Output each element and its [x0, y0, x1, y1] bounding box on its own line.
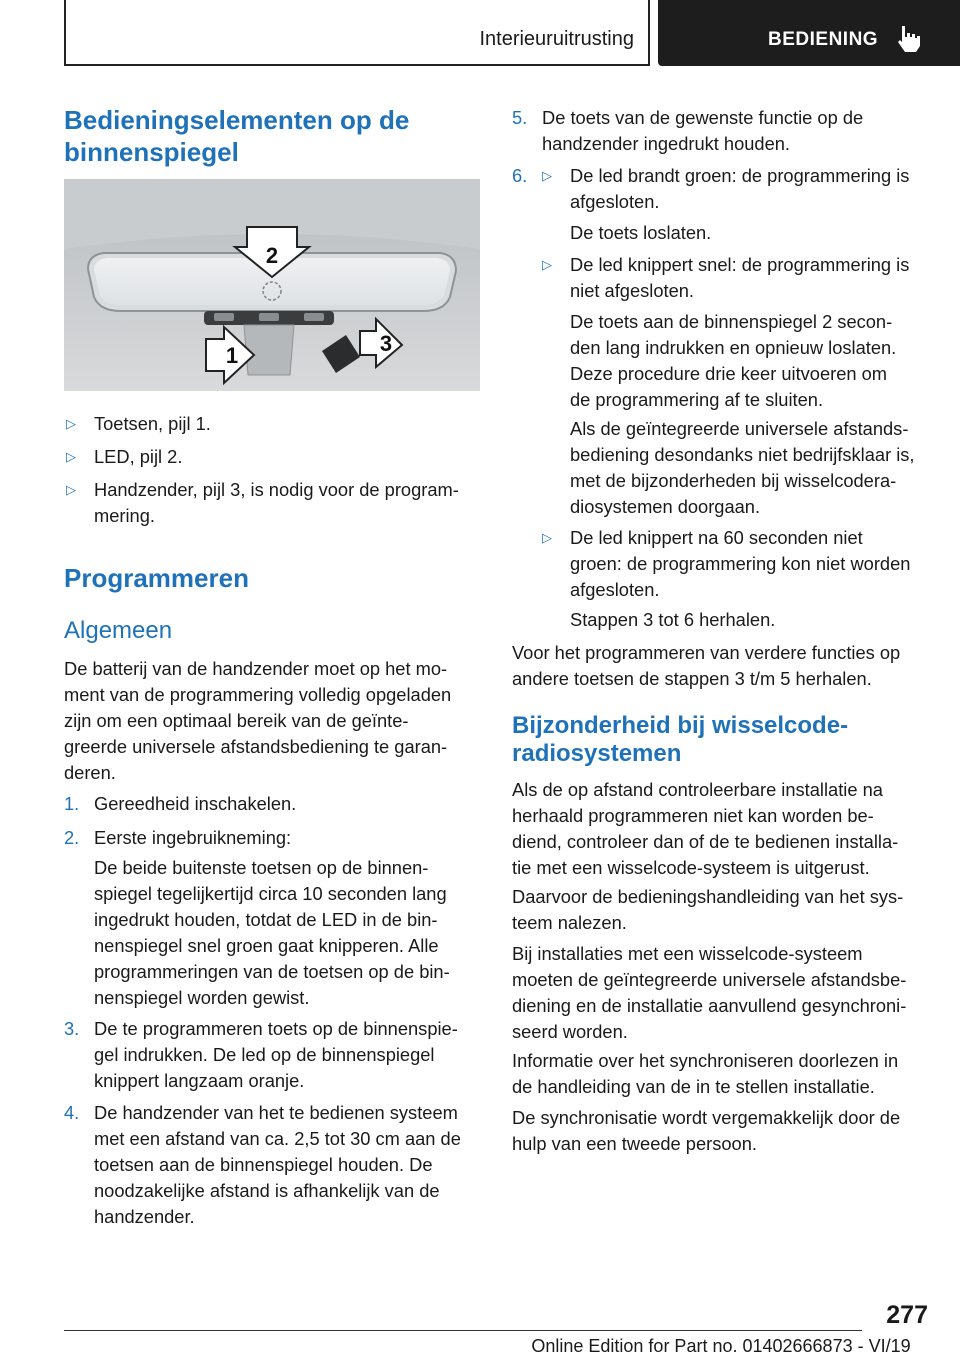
- mirror-figure: [64, 179, 480, 391]
- paragraph-line: herhaald programmeren niet kan worden be-: [512, 805, 874, 826]
- paragraph-line: tie met een wisselcode-systeem is uitgerust.: [512, 857, 870, 878]
- step-text: gel indrukken. De led op de binnenspiegel: [94, 1044, 435, 1065]
- sub-bullet-text: groen: de programmering kon niet worden: [570, 553, 911, 574]
- paragraph-line: De batterij van de handzender moet op het mo-: [64, 658, 448, 679]
- bullet-marker: ▷: [66, 482, 76, 497]
- title-line-2: binnenspiegel: [64, 137, 239, 167]
- sub-bullet-text: Stappen 3 tot 6 herhalen.: [570, 609, 776, 630]
- sub-bullet-text: den lang indrukken en opnieuw loslaten.: [570, 337, 897, 358]
- step-text: knippert langzaam oranje.: [94, 1070, 305, 1091]
- paragraph-line: Bij installaties met een wisselcode-systeem: [512, 943, 863, 964]
- mirror-illustration: [64, 179, 480, 391]
- sub-bullet-text: afgesloten.: [570, 579, 660, 600]
- paragraph-line: deren.: [64, 762, 116, 783]
- sub-bullet-text: niet afgesloten.: [570, 280, 694, 301]
- bullet-marker: ▷: [542, 530, 552, 545]
- step-number: 2.: [64, 827, 80, 848]
- step-number: 1.: [64, 793, 80, 814]
- paragraph-line: ment van de programmering volledig opgeladen: [64, 684, 452, 705]
- title-line-1: Bedieningselementen op de: [64, 105, 410, 135]
- paragraph-line: zijn om een optimaal bereik van de geïnte-: [64, 710, 409, 731]
- step-text: programmeringen van de toetsen op de bin-: [94, 961, 450, 982]
- paragraph-line: Informatie over het synchroniseren doorlezen in: [512, 1050, 899, 1071]
- figure-label-1: 1: [225, 343, 239, 368]
- bullet-marker: ▷: [542, 168, 552, 183]
- paragraph-line: greerde universele afstandsbediening te garan-: [64, 736, 448, 757]
- paragraph-line: Daarvoor de bedieningshandleiding van het sys-: [512, 886, 904, 907]
- footer-edition: Online Edition for Part no. 01402666873 - VI/19: [531, 1336, 911, 1356]
- bullet-marker: ▷: [542, 257, 552, 272]
- step-number: 6.: [512, 165, 528, 186]
- step-number: 3.: [64, 1018, 80, 1039]
- paragraph-line: seerd worden.: [512, 1021, 628, 1042]
- paragraph-line: De synchronisatie wordt vergemakkelijk door de: [512, 1107, 901, 1128]
- step-text: handzender ingedrukt houden.: [542, 133, 791, 154]
- heading-algemeen: Algemeen: [64, 617, 173, 644]
- bullet-marker: ▷: [66, 449, 76, 464]
- sub-bullet-text: diosystemen doorgaan.: [570, 496, 761, 517]
- bullet-marker: ▷: [66, 416, 76, 431]
- sub-bullet-text: De led knippert snel: de programmering is: [570, 254, 910, 275]
- sub-bullet-text: Als de geïntegreerde universele afstands-: [570, 418, 909, 439]
- paragraph-line: andere toetsen de stappen 3 t/m 5 herhalen.: [512, 668, 872, 689]
- paragraph-line: de handleiding van de in te stellen installatie.: [512, 1076, 875, 1097]
- step-text: toetsen aan de binnenspiegel houden. De: [94, 1154, 433, 1175]
- paragraph-line: diend, controleer dan of de te bedienen installa-: [512, 831, 899, 852]
- step-text: noodzakelijke afstand is afhankelijk van de: [94, 1180, 440, 1201]
- figure-label-3: 3: [379, 331, 393, 356]
- bullet-item-cont: mering.: [94, 505, 155, 526]
- sub-bullet-text: Deze procedure drie keer uitvoeren om: [570, 363, 888, 384]
- sub-bullet-text: met de bijzonderheden bij wisselcodera-: [570, 470, 897, 491]
- step-text: met een afstand van ca. 2,5 tot 30 cm aan de: [94, 1128, 461, 1149]
- paragraph-line: Voor het programmeren van verdere functies op: [512, 642, 901, 663]
- sub-bullet-text: de programmering af te sluiten.: [570, 389, 824, 410]
- header-tab: [658, 0, 960, 66]
- sub-bullet-text: De led brandt groen: de programmering is: [570, 165, 910, 186]
- step-text: Eerste ingebruikneming:: [94, 827, 292, 848]
- heading-line-2: radiosystemen: [512, 740, 682, 767]
- page-number: 277: [886, 1301, 928, 1329]
- step-text: De beide buitenste toetsen op de binnen-: [94, 857, 429, 878]
- step-text: De te programmeren toets op de binnenspie-: [94, 1018, 458, 1039]
- paragraph-line: Als de op afstand controleerbare installatie na: [512, 779, 883, 800]
- bullet-item: LED, pijl 2.: [94, 446, 183, 467]
- step-text: Gereedheid inschakelen.: [94, 793, 297, 814]
- sub-bullet-text: De led knippert na 60 seconden niet: [570, 527, 863, 548]
- step-text: De handzender van het te bedienen systeem: [94, 1102, 458, 1123]
- step-text: De toets van de gewenste functie op de: [542, 107, 864, 128]
- heading-line-1: Bijzonderheid bij wisselcode-: [512, 712, 849, 739]
- hand-pointer-icon: [892, 22, 926, 56]
- header-section-title: Interieuruitrusting: [479, 28, 634, 50]
- step-text: spiegel tegelijkertijd circa 10 seconden lang: [94, 883, 447, 904]
- sub-bullet-text: De toets loslaten.: [570, 222, 712, 243]
- bullet-item: Handzender, pijl 3, is nodig voor de program-: [94, 479, 459, 500]
- step-text: handzender.: [94, 1206, 195, 1227]
- step-text: ingedrukt houden, totdat de LED in de bin-: [94, 909, 438, 930]
- figure-label-2: 2: [265, 243, 279, 268]
- paragraph-line: hulp van een tweede persoon.: [512, 1133, 757, 1154]
- step-number: 5.: [512, 107, 528, 128]
- bullet-item: Toetsen, pijl 1.: [94, 413, 211, 434]
- paragraph-line: teem nalezen.: [512, 912, 627, 933]
- heading-wisselcode: [512, 712, 848, 768]
- section-title: [64, 104, 409, 168]
- footer-rule: [64, 1330, 862, 1331]
- paragraph-line: moeten de geïntegreerde universele afstandsbe-: [512, 969, 907, 990]
- sub-bullet-text: afgesloten.: [570, 191, 660, 212]
- header-tab-label: BEDIENING: [768, 29, 879, 50]
- step-number: 4.: [64, 1102, 80, 1123]
- step-text: nenspiegel worden gewist.: [94, 987, 310, 1008]
- sub-bullet-text: bediening desondanks niet bedrijfsklaar is,: [570, 444, 915, 465]
- step-text: nenspiegel snel groen gaat knipperen. Alle: [94, 935, 439, 956]
- sub-bullet-text: De toets aan de binnenspiegel 2 secon-: [570, 311, 893, 332]
- paragraph-line: diening en de installatie aanvullend gesynchroni-: [512, 995, 907, 1016]
- heading-programmeren: Programmeren: [64, 563, 249, 593]
